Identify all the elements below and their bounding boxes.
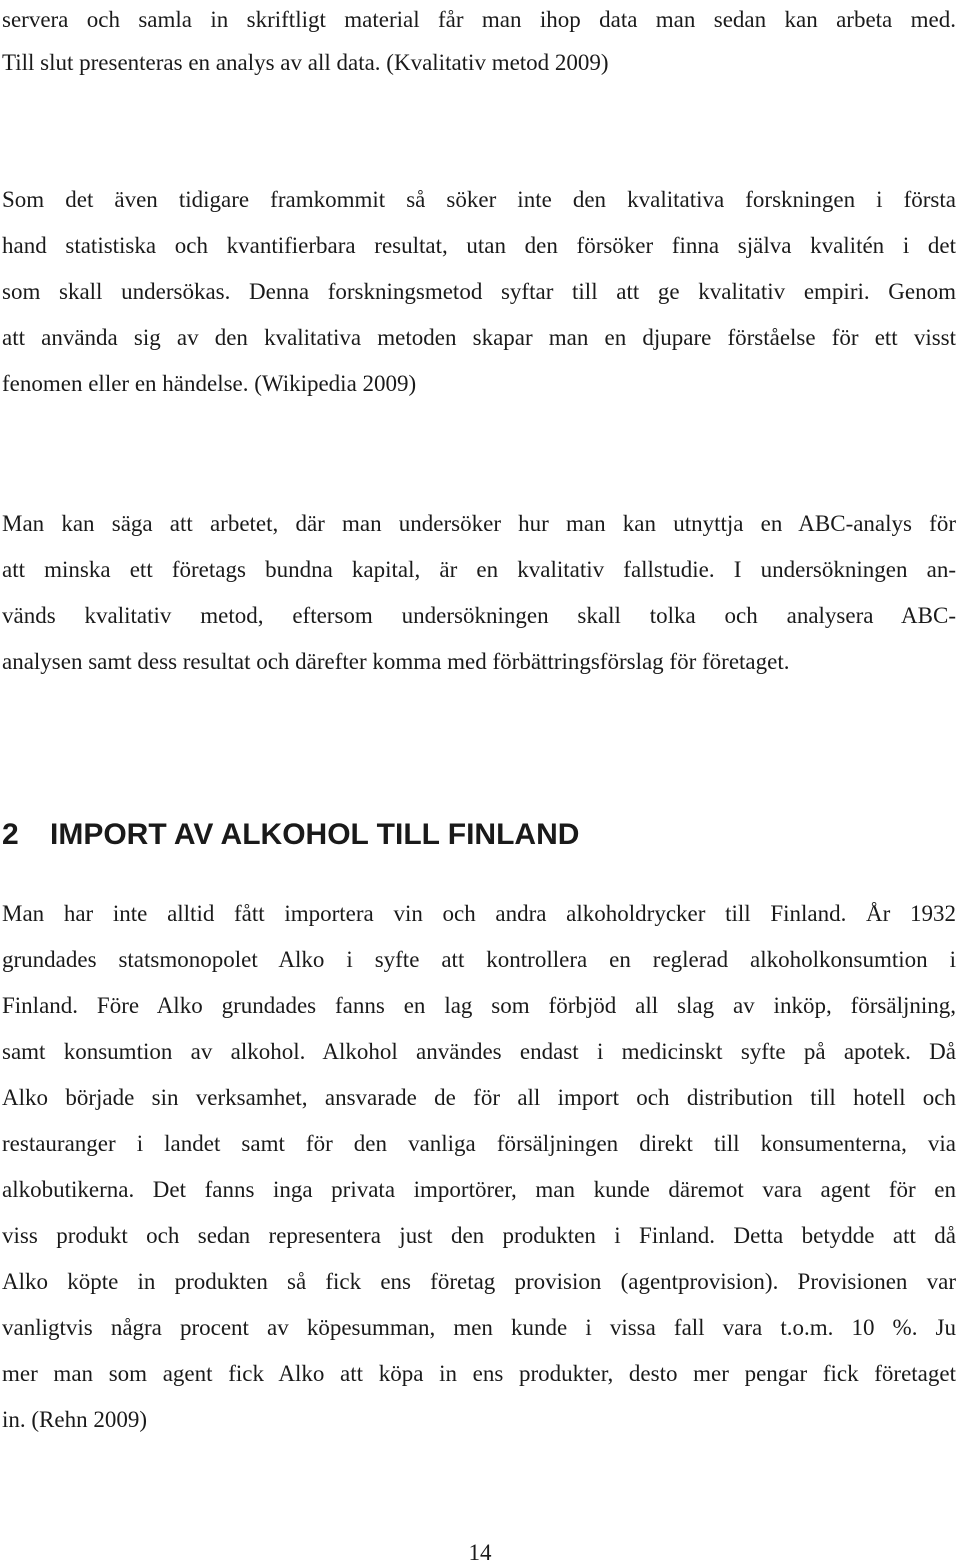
page-number: 14 bbox=[468, 1540, 492, 1565]
section-title: IMPORT AV ALKOHOL TILL FINLAND bbox=[50, 818, 580, 851]
text-line: restauranger i landet samt för den vanliga försäljningen direkt till konsumenterna, via bbox=[2, 1131, 956, 1156]
text-line: samt konsumtion av alkohol. Alkohol användes endast i medicinskt syfte på apotek. Då bbox=[2, 1039, 956, 1064]
text-line: Alko köpte in produkten så fick ens företag provision (agentprovision). Provisionen var bbox=[2, 1269, 956, 1294]
text-line: analysen samt dess resultat och därefter komma med förbättringsförslag för företaget. bbox=[2, 649, 790, 674]
section-number: 2 bbox=[2, 818, 19, 851]
section-heading bbox=[2, 815, 579, 855]
text-line: Som det även tidigare framkommit så söker inte den kvalitativa forskningen i första bbox=[2, 187, 956, 212]
text-line: Till slut presenteras en analys av all data. (Kvalitativ metod 2009) bbox=[2, 50, 609, 75]
text-line: vänds kvalitativ metod, eftersom undersökningen skall tolka och analysera ABC- bbox=[2, 603, 956, 628]
text-line: att använda sig av den kvalitativa metoden skapar man en djupare förståelse för ett visst bbox=[2, 325, 956, 350]
text-line: Finland. Före Alko grundades fanns en lag som förbjöd all slag av inköp, försäljning, bbox=[2, 993, 956, 1018]
text-line: viss produkt och sedan representera just den produkten i Finland. Detta betydde att då bbox=[2, 1223, 956, 1248]
text-line: hand statistiska och kvantifierbara resultat, utan den försöker finna själva kvalitén i det bbox=[2, 233, 956, 258]
text-line: grundades statsmonopolet Alko i syfte att kontrollera en reglerad alkoholkonsumtion i bbox=[2, 947, 956, 972]
text-line: mer man som agent fick Alko att köpa in ens produkter, desto mer pengar fick företaget bbox=[2, 1361, 956, 1386]
text-line: servera och samla in skriftligt material får man ihop data man sedan kan arbeta med. bbox=[2, 7, 956, 32]
text-line: vanligtvis några procent av köpesumman, men kunde i vissa fall vara t.o.m. 10 %. Ju bbox=[2, 1315, 956, 1340]
text-line: som skall undersökas. Denna forskningsmetod syftar till att ge kvalitativ empiri. Genom bbox=[2, 279, 956, 304]
text-line: Man har inte alltid fått importera vin och andra alkoholdrycker till Finland. År 1932 bbox=[2, 901, 956, 926]
text-line: fenomen eller en händelse. (Wikipedia 2009) bbox=[2, 371, 417, 396]
text-line: Man kan säga att arbetet, där man undersöker hur man kan utnyttja en ABC-analys för bbox=[2, 511, 956, 536]
text-line: Alko började sin verksamhet, ansvarade de för all import och distribution till hotell och bbox=[2, 1085, 956, 1110]
text-line: att minska ett företags bundna kapital, är en kvalitativ fallstudie. I undersökningen an- bbox=[2, 557, 956, 582]
text-line: in. (Rehn 2009) bbox=[2, 1407, 148, 1432]
text-line: alkobutikerna. Det fanns inga privata importörer, man kunde däremot vara agent för en bbox=[2, 1177, 956, 1202]
